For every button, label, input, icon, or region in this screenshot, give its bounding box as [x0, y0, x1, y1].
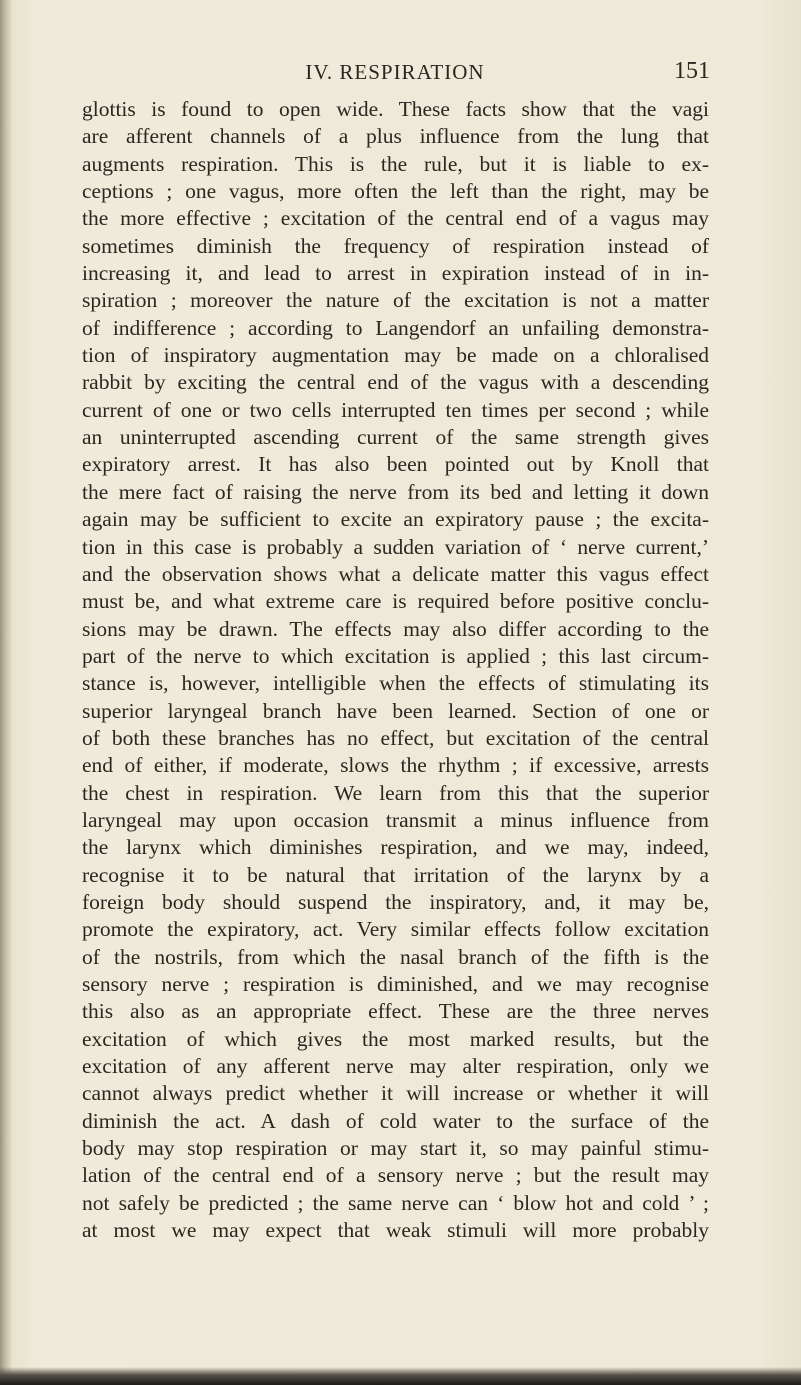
text-line: again may be sufficient to excite an expiratory pause ; the excita- [82, 507, 709, 532]
page-bottom-shadow [0, 1367, 801, 1385]
text-line: sensory nerve ; respiration is diminished, and we may recognise [82, 972, 709, 996]
text-line: tion in this case is probably a sudden variation of ‘ nerve current,’ [82, 534, 709, 559]
text-line: of both these branches has no effect, but excitation of the central [82, 725, 709, 750]
text-line: spiration ; moreover the nature of the excitation is not a matter [82, 288, 709, 313]
text-line: an uninterrupted ascending current of the same strength gives [82, 425, 709, 450]
text-line: rabbit by exciting the central end of the vagus with a descending [82, 370, 709, 395]
text-line: of indifference ; according to Langendorf an unfailing demonstra- [82, 315, 709, 340]
text-line: must be, and what extreme care is required before positive conclu- [82, 589, 709, 614]
page-number: 151 [674, 58, 710, 84]
text-line: ceptions ; one vagus, more often the left than the right, may be [82, 179, 709, 204]
text-line: increasing it, and lead to arrest in expiration instead of in in- [82, 261, 709, 286]
text-line: the more effective ; excitation of the central end of a vagus may [82, 206, 709, 231]
text-line: this also as an appropriate effect. These are the three nerves [82, 999, 709, 1024]
text-line: sometimes diminish the frequency of respiration instead of [82, 233, 709, 258]
page-header [80, 56, 710, 92]
text-line: the larynx which diminishes respiration, and we may, indeed, [82, 835, 709, 860]
text-line: and the observation shows what a delicate matter this vagus effect [82, 561, 709, 586]
text-line: tion of inspiratory augmentation may be made on a chloralised [82, 343, 709, 368]
text-line: lation of the central end of a sensory nerve ; but the result may [82, 1163, 709, 1188]
running-head: IV. RESPIRATION [305, 60, 485, 84]
text-line: are afferent channels of a plus influence from the lung that [82, 124, 709, 149]
text-line: laryngeal may upon occasion transmit a minus influence from [82, 807, 709, 832]
text-line: cannot always predict whether it will increase or whether it will [82, 1081, 709, 1106]
text-line: diminish the act. A dash of cold water to the surface of the [82, 1108, 709, 1133]
text-line: recognise it to be natural that irritation of the larynx by a [82, 862, 709, 887]
page-gutter-shadow [0, 0, 12, 1385]
text-line: the mere fact of raising the nerve from its bed and letting it down [82, 479, 709, 504]
text-line: promote the expiratory, act. Very similar effects follow excitation [82, 917, 709, 942]
text-line: augments respiration. This is the rule, but it is liable to ex- [82, 151, 709, 176]
text-line: part of the nerve to which excitation is applied ; this last circum- [82, 643, 709, 668]
text-line: sions may be drawn. The effects may also differ according to the [82, 616, 709, 641]
text-line: excitation of which gives the most marked results, but the [82, 1026, 709, 1051]
text-line: foreign body should suspend the inspiratory, and, it may be, [82, 889, 709, 914]
text-line: expiratory arrest. It has also been pointed out by Knoll that [82, 452, 709, 477]
text-line: current of one or two cells interrupted ten times per second ; while [82, 397, 709, 422]
text-line: at most we may expect that weak stimuli will more probably [82, 1218, 709, 1243]
text-line: glottis is found to open wide. These facts show that the vagi [82, 97, 709, 121]
text-line: body may stop respiration or may start it, so may painful stimu- [82, 1136, 709, 1161]
text-line: of the nostrils, from which the nasal branch of the fifth is the [82, 944, 709, 969]
text-line: superior laryngeal branch have been learned. Section of one or [82, 698, 709, 723]
text-line: excitation of any afferent nerve may alter respiration, only we [82, 1054, 709, 1079]
text-line: end of either, if moderate, slows the rhythm ; if excessive, arrests [82, 753, 709, 778]
text-line: not safely be predicted ; the same nerve can ‘ blow hot and cold ’ ; [82, 1190, 709, 1215]
body-text [82, 96, 709, 1244]
text-line: the chest in respiration. We learn from this that the superior [82, 780, 709, 805]
text-line: stance is, however, intelligible when the effects of stimulating its [82, 671, 709, 696]
